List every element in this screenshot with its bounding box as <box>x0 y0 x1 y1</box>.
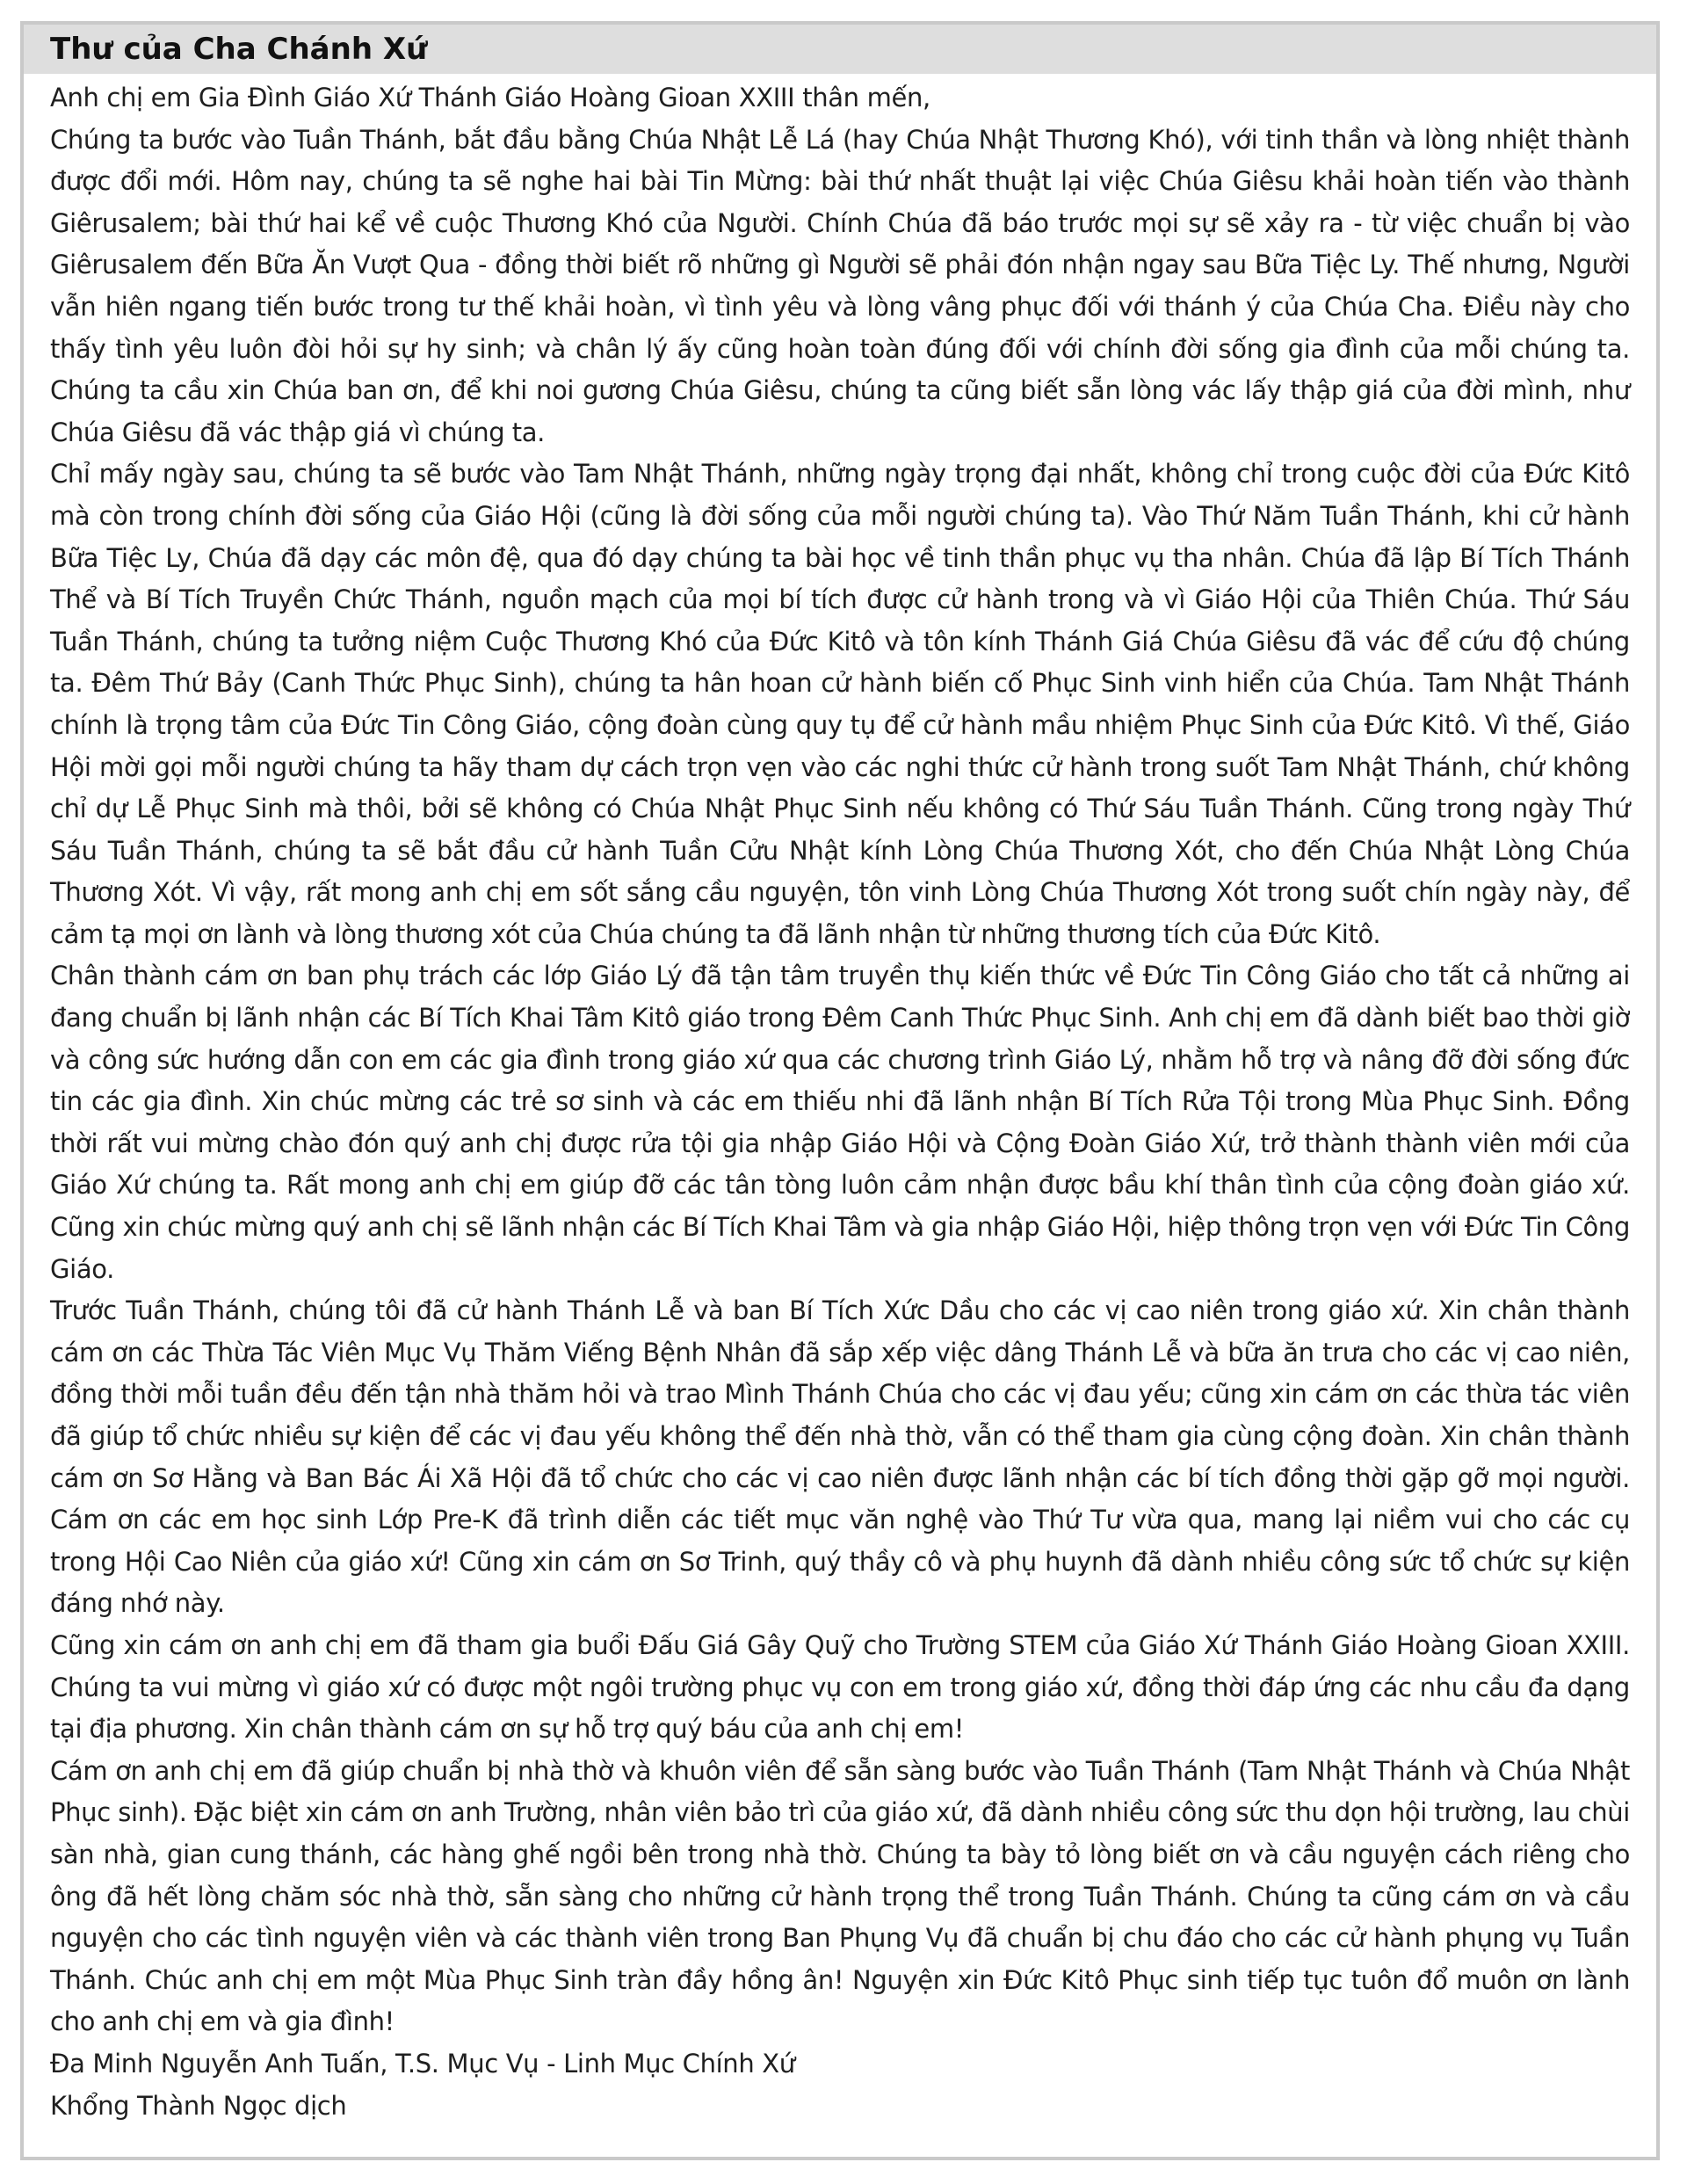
letter-panel <box>20 21 1660 2160</box>
letter-paragraph: Cám ơn anh chị em đã giúp chuẩn bị nhà thờ và khuôn viên để sẵn sàng bước vào Tuần Thánh (Tam Nhật Thánh và Chúa Nhật Phục sinh). Đặc biệt xin cám ơn anh Trường, nhân viên bảo trì của giáo xứ, đã dành nhiều công sức thu dọn hội trường, lau chùi sàn nhà, gian cung thánh, các hàng ghế ngồi bên trong nhà thờ. Chúng ta bày tỏ lòng biết ơn và cầu nguyện cách riêng cho ông đã hết lòng chăm sóc nhà thờ, sẵn sàng cho những cử hành trọng thể trong Tuần Thánh. Chúng ta cũng cám ơn và cầu nguyện cho các tình nguyện viên và các thành viên trong Ban Phụng Vụ đã chuẩn bị chu đáo cho các cử hành phụng vụ Tuần Thánh. Chúc anh chị em một Mùa Phục Sinh tràn đầy hồng ân! Nguyện xin Đức Kitô Phục sinh tiếp tục tuôn đổ muôn ơn lành cho anh chị em và gia đình! <box>50 1755 1630 2037</box>
letter-paragraph: Chân thành cám ơn ban phụ trách các lớp Giáo Lý đã tận tâm truyền thụ kiến thức về Đức Tin Công Giáo cho tất cả những ai đang chuẩn bị lãnh nhận các Bí Tích Khai Tâm Kitô giáo trong Đêm Canh Thức Phục Sinh. Anh chị em đã dành biết bao thời giờ và công sức hướng dẫn con em các gia đình trong giáo xứ qua các chương trình Giáo Lý, nhằm hỗ trợ và nâng đỡ đời sống đức tin các gia đình. Xin chúc mừng các trẻ sơ sinh và các em thiếu nhi đã lãnh nhận Bí Tích Rửa Tội trong Mùa Phục Sinh. Đồng thời rất vui mừng chào đón quý anh chị được rửa tội gia nhập Giáo Hội và Cộng Đoàn Giáo Xứ, trở thành thành viên mới của Giáo Xứ chúng ta. Rất mong anh chị em giúp đỡ các tân tòng luôn cảm nhận được bầu khí thân tình của cộng đoàn giáo xứ. Cũng xin chúc mừng quý anh chị sẽ lãnh nhận các Bí Tích Khai Tâm và gia nhập Giáo Hội, hiệp thông trọn vẹn với Đức Tin Công Giáo. <box>50 961 1630 1284</box>
letter-paragraph: Chỉ mấy ngày sau, chúng ta sẽ bước vào Tam Nhật Thánh, những ngày trọng đại nhất, không chỉ trong cuộc đời của Đức Kitô mà còn trong chính đời sống của Giáo Hội (cũng là đời sống của mỗi người chúng ta). Vào Thứ Năm Tuần Thánh, khi cử hành Bữa Tiệc Ly, Chúa đã dạy các môn đệ, qua đó dạy chúng ta bài học về tinh thần phục vụ tha nhân. Chúa đã lập Bí Tích Thánh Thể và Bí Tích Truyền Chức Thánh, nguồn mạch của mọi bí tích được cử hành trong và vì Giáo Hội của Thiên Chúa. Thứ Sáu Tuần Thánh, chúng ta tưởng niệm Cuộc Thương Khó của Đức Kitô và tôn kính Thánh Giá Chúa Giêsu đã vác để cứu độ chúng ta. Đêm Thứ Bảy (Canh Thức Phục Sinh), chúng ta hân hoan cử hành biến cố Phục Sinh vinh hiển của Chúa. Tam Nhật Thánh chính là trọng tâm của Đức Tin Công Giáo, cộng đoàn cùng quy tụ để cử hành mầu nhiệm Phục Sinh của Đức Kitô. Vì thế, Giáo Hội mời gọi mỗi người chúng ta hãy tham dự cách trọn vẹn vào các nghi thức cử hành trong suốt Tam Nhật Thánh, chứ không chỉ dự Lễ Phục Sinh mà thôi, bởi sẽ không có Chúa Nhật Phục Sinh nếu không có Thứ Sáu Tuần Thánh. Cũng trong ngày Thứ Sáu Tuần Thánh, chúng ta sẽ bắt đầu cử hành Tuần Cửu Nhật kính Lòng Chúa Thương Xót, cho đến Chúa Nhật Lòng Chúa Thương Xót. Vì vậy, rất mong anh chị em sốt sắng cầu nguyện, tôn vinh Lòng Chúa Thương Xót trong suốt chín ngày này, để cảm tạ mọi ơn lành và lòng thương xót của Chúa chúng ta đã lãnh nhận từ những thương tích của Đức Kitô. <box>50 459 1630 949</box>
letter-title: Thư của Cha Chánh Xứ <box>50 32 428 67</box>
letter-paragraph: Trước Tuần Thánh, chúng tôi đã cử hành Thánh Lễ và ban Bí Tích Xức Dầu cho các vị cao niên trong giáo xứ. Xin chân thành cám ơn các Thừa Tác Viên Mục Vụ Thăm Viếng Bệnh Nhân đã sắp xếp việc dâng Thánh Lễ và bữa ăn trưa cho các vị cao niên, đồng thời mỗi tuần đều đến tận nhà thăm hỏi và trao Mình Thánh Chúa cho các vị đau yếu; cũng xin cám ơn các thừa tác viên đã giúp tổ chức nhiều sự kiện để các vị đau yếu không thể đến nhà thờ, vẫn có thể tham gia cùng cộng đoàn. Xin chân thành cám ơn Sơ Hằng và Ban Bác Ái Xã Hội đã tổ chức cho các vị cao niên được lãnh nhận các bí tích đồng thời gặp gỡ mọi người. Cám ơn các em học sinh Lớp Pre-K đã trình diễn các tiết mục văn nghệ vào Thứ Tư vừa qua, mang lại niềm vui cho các cụ trong Hội Cao Niên của giáo xứ! Cũng xin cám ơn Sơ Trinh, quý thầy cô và phụ huynh đã dành nhiều công sức tổ chức sự kiện đáng nhớ này. <box>50 1295 1630 1619</box>
letter-translator: Khổng Thành Ngọc dịch <box>50 2090 347 2121</box>
letter-signature: Đa Minh Nguyễn Anh Tuấn, T.S. Mục Vụ - Linh Mục Chính Xứ <box>50 2048 795 2079</box>
title-bar <box>24 25 1656 74</box>
letter-body <box>24 74 1656 2127</box>
letter-paragraph: Cũng xin cám ơn anh chị em đã tham gia buổi Đấu Giá Gây Quỹ cho Trường STEM của Giáo Xứ Thánh Giáo Hoàng Gioan XXIII. Chúng ta vui mừng vì giáo xứ có được một ngôi trường phục vụ con em trong giáo xứ, đồng thời đáp ứng các nhu cầu đa dạng tại địa phương. Xin chân thành cám ơn sự hỗ trợ quý báu của anh chị em! <box>50 1629 1630 1745</box>
letter-paragraph: Chúng ta bước vào Tuần Thánh, bắt đầu bằng Chúa Nhật Lễ Lá (hay Chúa Nhật Thương Khó), với tinh thần và lòng nhiệt thành được đổi mới. Hôm nay, chúng ta sẽ nghe hai bài Tin Mừng: bài thứ nhất thuật lại việc Chúa Giêsu khải hoàn tiến vào thành Giêrusalem; bài thứ hai kể về cuộc Thương Khó của Người. Chính Chúa đã báo trước mọi sự sẽ xảy ra - từ việc chuẩn bị vào Giêrusalem đến Bữa Ăn Vượt Qua - đồng thời biết rõ những gì Người sẽ phải đón nhận ngay sau Bữa Tiệc Ly. Thế nhưng, Người vẫn hiên ngang tiến bước trong tư thế khải hoàn, vì tình yêu và lòng vâng phục đối với thánh ý của Chúa Cha. Điều này cho thấy tình yêu luôn đòi hỏi sự hy sinh; và chân lý ấy cũng hoàn toàn đúng đối với chính đời sống gia đình của mỗi chúng ta. Chúng ta cầu xin Chúa ban ơn, để khi noi gương Chúa Giêsu, chúng ta cũng biết sẵn lòng vác lấy thập giá của đời mình, như Chúa Giêsu đã vác thập giá vì chúng ta. <box>50 124 1630 447</box>
letter-greeting: Anh chị em Gia Đình Giáo Xứ Thánh Giáo Hoàng Gioan XXIII thân mến, <box>50 83 930 112</box>
